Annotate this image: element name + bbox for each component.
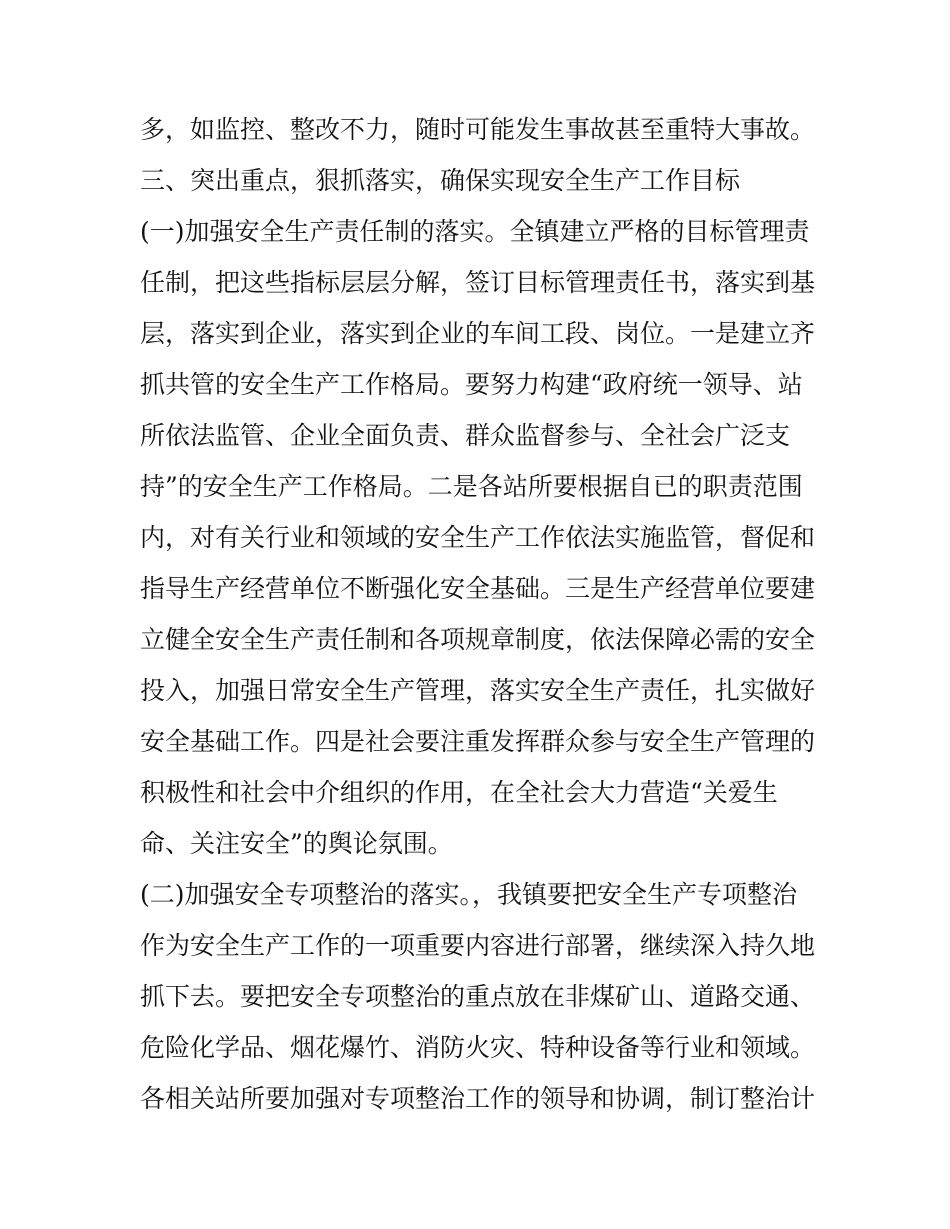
section-heading: 三、突出重点，狠抓落实，确保实现安全生产工作目标 [140, 166, 741, 195]
text-line-7: 所依法监管、企业全面负责、群众监督参与、全社会广泛支 [140, 421, 791, 450]
text-line-14: 积极性和社会中介组织的作用，在全社会大力营造“关爱生 [140, 778, 778, 807]
text-line-4: 任制，把这些指标层层分解，签订目标管理责任书，落实到基 [140, 268, 816, 297]
text-line-9: 内，对有关行业和领域的安全生产工作依法实施监管，督促和 [140, 523, 816, 552]
text-line-15: 命、关注安全”的舆论氛围。 [140, 829, 453, 858]
text-line-3: (一)加强安全生产责任制的落实。全镇建立严格的目标管理责 [140, 217, 810, 246]
text-line-20: 各相关站所要加强对专项整治工作的领导和协调，制订整治计 [140, 1084, 816, 1113]
text-line-8: 持”的安全生产工作格局。二是各站所要根据自已的职责范围 [140, 472, 803, 501]
text-line-17: 作为安全生产工作的一项重要内容进行部署，继续深入持久地 [140, 931, 816, 960]
text-line-19: 危险化学品、烟花爆竹、消防火灾、特种设备等行业和领域。 [140, 1033, 816, 1062]
text-line-12: 投入，加强日常安全生产管理，落实安全生产责任，扎实做好 [140, 676, 816, 705]
text-line-16: (二)加强安全专项整治的落实。，我镇要把安全生产专项整治 [140, 880, 798, 909]
text-line-6: 抓共管的安全生产工作格局。要努力构建“政府统一领导、站 [140, 370, 803, 399]
text-line-13: 安全基础工作。四是社会要注重发挥群众参与安全生产管理的 [140, 727, 816, 756]
text-line-11: 立健全安全生产责任制和各项规章制度，依法保障必需的安全 [140, 625, 816, 654]
text-line-10: 指导生产经营单位不断强化安全基础。三是生产经营单位要建 [140, 574, 816, 603]
text-line-5: 层，落实到企业，落实到企业的车间工段、岗位。一是建立齐 [140, 319, 816, 348]
text-line-18: 抓下去。要把安全专项整治的重点放在非煤矿山、道路交通、 [140, 982, 816, 1011]
text-line-1: 多，如监控、整改不力，随时可能发生事故甚至重特大事故。 [140, 115, 816, 144]
body-text [140, 104, 830, 1124]
